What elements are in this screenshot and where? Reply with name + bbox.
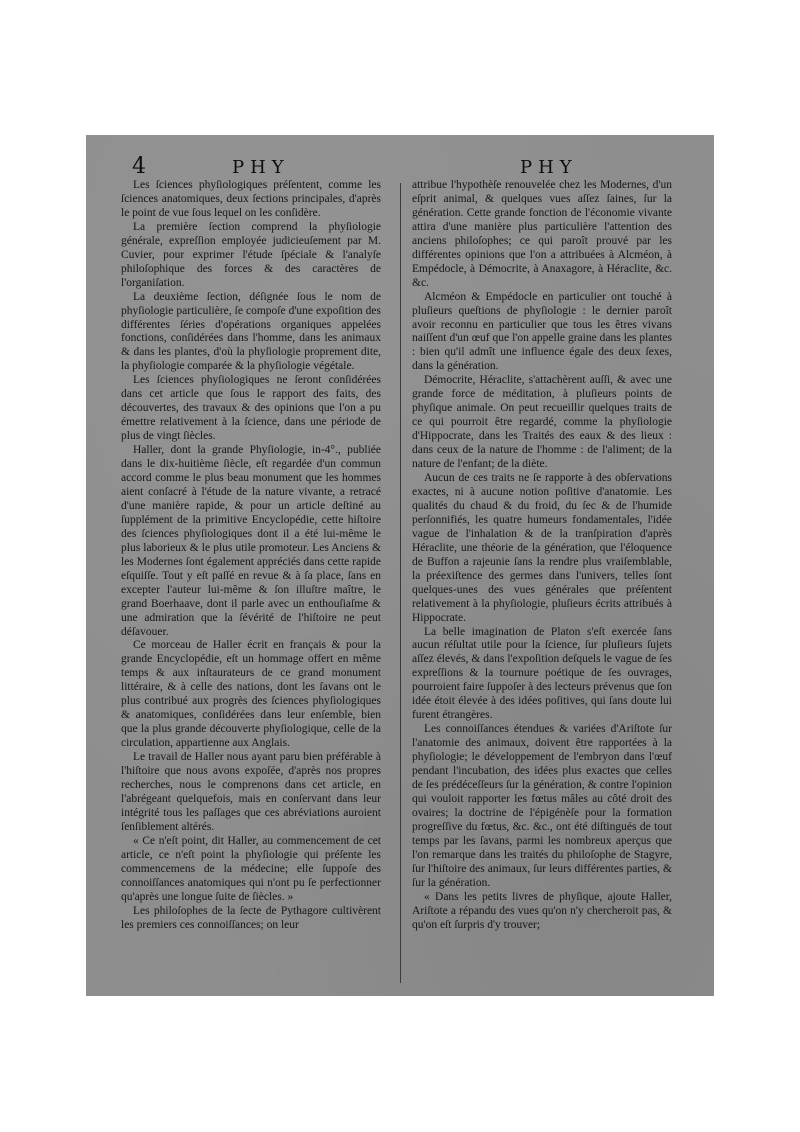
paragraph: « Dans les petits livres de phyſique, ajoute Haller, Ariſtote a répandu des vues qu'on n'y chercheroit pas, & qu'on eſt ſurpris d'y trouver; <box>412 890 672 931</box>
column-divider <box>400 183 401 983</box>
paragraph: Haller, dont la grande Phyſiologie, in-4°., publiée dans le dix-huitième ſiècle, eſt regardée d'un commun accord comme le plus beau monument que les hommes aient conſacré à l'étude de la nature vivante, a retracé d'une manière rapide, & pour un article deſtiné au ſupplément de la primitive Encyclopédie, cette hiſtoire des ſciences phyſiologiques dont il a été lui-même le plus laborieux & le plus utile promoteur. Les Anciens & les Modernes ſont également appréciés dans cette rapide eſquiſſe. Tout y eſt paſſé en revue & à ſa place, ſans en excepter l'auteur lui-même & ſon illuſtre maître, le grand Boerhaave, dont il parle avec un enthouſiaſme & une admiration que la ſévérité de l'hiſtoire ne peut déſavouer. <box>121 444 381 638</box>
paragraph: Alcméon & Empédocle en particulier ont touché à pluſieurs queſtions de phyſiologie : le dernier paroît avoir reconnu en particulier que tous les êtres vivans naiſſent d'un œuf que l'on appelle graine dans les plantes : bien qu'il admît une influence égale des deux ſexes, dans la génération. <box>412 290 672 373</box>
paragraph: Les connoiſſances étendues & variées d'Ariſtote ſur l'anatomie des animaux, doivent être rapportées à la phyſiologie; le développement de l'embryon dans l'œuf pendant l'incubation, des idées plus exactes que celles de ſes prédéceſſeurs ſur la génération, & contre l'opinion qui vouloit rapporter les fœtus mâles au côté droit des ovaires; la doctrine de l'épigénèſe pour la formation progreſſive du fœtus, &c. &c., ont été diſtingués de tout temps par les ſavans, parmi les nombreux aperçus que l'on remarque dans les traités du philoſophe de Stagyre, ſur l'hiſtoire des animaux, ſur leurs différentes parties, & ſur la génération. <box>412 723 672 889</box>
paragraph: Ce morceau de Haller écrit en français & pour la grande Encyclopédie, eſt un hommage offert en même temps & aux inſtaurateurs de ce grand monument littéraire, & à celle des nations, dont les ſavans ont le plus contribué aux progrès des ſciences phyſiologiques & anatomiques, conſidérées dans leur enſemble, bien que la plus grande découverte phyſiologique, celle de la circulation, appartienne aux Anglais. <box>121 639 381 750</box>
paragraph: Le travail de Haller nous ayant paru bien préférable à l'hiſtoire que nous avons expoſée, d'après nos propres recherches, nous le comprenons dans cet article, en l'abrégeant quelquefois, mais en conſervant dans leur intégrité tous les paſſages que ces abréviations auroient ſenſiblement altérés. <box>121 751 381 833</box>
paragraph: Aucun de ces traits ne ſe rapporte à des obſervations exactes, ni à aucune notion poſitive d'anatomie. Les qualités du chaud & du froid, du ſec & de l'humide perſonnifiés, les quatre humeurs fondamentales, l'idée vague de l'inhalation & de la tranſpiration d'après Héraclite, une théorie de la génération, que l'éloquence de Buffon a rajeunie ſans la rendre plus vraiſemblable, la préexiſtence des germes dans l'univers, telles ſont quelques-unes des vues générales que préſentent relativement à la phyſiologie, pluſieurs écrits attribués à Hippocrate. <box>412 472 672 624</box>
paragraph: attribue l'hypothèſe renouvelée chez les Modernes, d'un eſprit animal, & quelques vues aſſez ſaines, ſur la génération. Cette grande fonction de l'économie vivante attira d'une manière plus particulière l'attention des anciens philoſophes; ce qui paroît prouvé par les différentes opinions que l'on a attribuées à Alcméon, à Empédocle, à Démocrite, à Anaxagore, à Héraclite, &c. &c. <box>412 179 672 289</box>
paragraph: La belle imagination de Platon s'eſt exercée ſans aucun réſultat utile pour la ſcience, ſur pluſieurs ſujets aſſez élevés, & dans l'expoſition deſquels le vague de ſes expreſſions & la tournure poétique de ſes ouvrages, pourroient faire ſuppoſer à des lecteurs prévenus que ſon idée étoit élevée à des idées poſitives, qui ſans doute lui furent étrangères. <box>412 625 672 722</box>
running-head-left: PHY <box>232 157 290 178</box>
paragraph: Les philoſophes de la ſecte de Pythagore cultivèrent les premiers ces connoiſſances; on leur <box>121 904 381 931</box>
page-number: 4 <box>132 154 146 179</box>
left-column <box>121 179 381 932</box>
paragraph: Les ſciences phyſiologiques ne ſeront conſidérées dans cet article que ſous le rapport des faits, des découvertes, des travaux & des opinions que l'on a pu émettre relativement à la ſcience, dans une période de plus de vingt ſiècles. <box>121 374 381 443</box>
paragraph: Les ſciences phyſiologiques préſentent, comme les ſciences anatomiques, deux ſections principales, d'après le point de vue ſous lequel on les conſidère. <box>121 179 381 219</box>
paragraph: La première ſection comprend la phyſiologie générale, expreſſion employée judicieuſement par M. Cuvier, pour exprimer l'étude ſpéciale & l'analyſe philoſophique des forces & des caractères de l'organiſation. <box>121 220 381 289</box>
paragraph: Démocrite, Héraclite, s'attachèrent auſſi, & avec une grande force de méditation, à pluſieurs points de phyſique animale. On peut recueillir quelques traits de ce qui pourroit être regardé, comme la phyſiologie d'Hippocrate, dans les Traités des eaux & des lieux : dans ceux de la nature de l'homme : de l'aliment; de la nature de l'enfant; de la diète. <box>412 374 672 471</box>
paragraph: « Ce n'eſt point, dit Haller, au commencement de cet article, ce n'eſt point la phyſiologie qui préſente les commencemens de la médecine; elle ſuppoſe des connoiſſances anatomiques qui n'ont pu ſe perfectionner qu'après une longue ſuite de ſiècles. » <box>121 834 381 903</box>
running-head-right: PHY <box>520 157 578 178</box>
right-column <box>412 179 672 932</box>
paragraph: La deuxième ſection, déſignée ſous le nom de phyſiologie particulière, ſe compoſe d'une expoſition des différentes ſéries d'opérations organiques appelées fonctions, conſidérées dans l'homme, dans les animaux & dans les plantes, d'où la phyſiologie proprement dite, la phyſiologie comparée & la phyſiologie végétale. <box>121 290 381 373</box>
scanned-page <box>86 135 714 996</box>
